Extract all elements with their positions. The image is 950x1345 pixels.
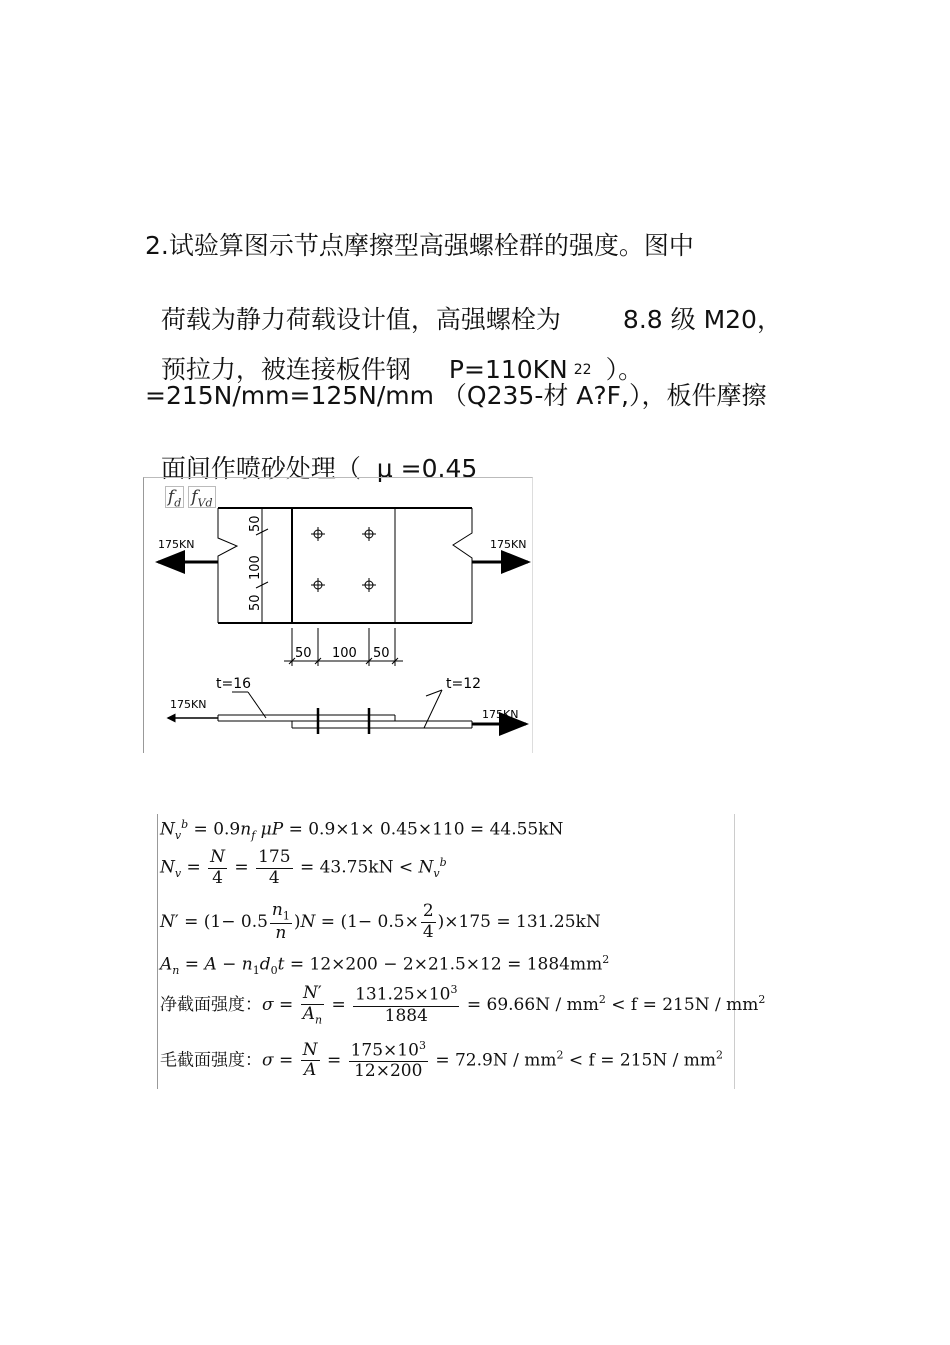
eq-gross-section: 毛截面强度：σ = $\frac{N}{A}$ = $\frac{175\times 10^3}{12\times 200}$ = $72.9N / mm^2 < f = 215N / mm^2$ bbox=[160, 1039, 723, 1082]
dim-horizontal-3: 50 bbox=[373, 646, 390, 661]
problem-line-3-sup: 22 bbox=[573, 362, 592, 378]
eq-net-area: $A_n = A - n_1d_0t = 12\times 200 - 2\times 21.5\times 12 = 1884mm^2$ bbox=[160, 953, 610, 978]
bolt bbox=[311, 578, 325, 592]
dim-horizontal-2: 100 bbox=[332, 646, 357, 661]
problem-line-4: =215N/mm=125N/mm （Q235-材 A?F,），板件摩擦 bbox=[145, 381, 767, 410]
bolt bbox=[362, 527, 376, 541]
fvd-symbol: $f_{Vd}$ bbox=[188, 486, 215, 508]
load-label-left-bottom: 175KN bbox=[170, 698, 207, 711]
eq-bolt-force: $N_v$ = $\frac{N}{4}$ = $\frac{175}{4}$ = $43.75kN < N_v^b$ bbox=[160, 847, 447, 888]
fd-symbol: $f_d$ bbox=[165, 486, 184, 508]
load-label-right-top: 175KN bbox=[490, 538, 527, 551]
side-view bbox=[218, 690, 472, 734]
problem-line-2b: 8.8 级 M20， bbox=[622, 305, 782, 334]
problem-line-1: 2.试验算图示节点摩擦型高强螺栓群的强度。图中 bbox=[145, 231, 694, 260]
dim-vertical-3: 50 bbox=[248, 594, 263, 611]
bolt-group bbox=[311, 527, 376, 592]
problem-line-3b: P=110KN bbox=[448, 355, 568, 384]
problem-line-2a: 荷载为静力荷载设计值，高强螺栓为 bbox=[160, 305, 561, 334]
bolt bbox=[362, 578, 376, 592]
dim-vertical-2: 100 bbox=[248, 555, 263, 580]
thickness-label-right: t=12 bbox=[446, 676, 482, 692]
problem-line-3c: ）。 bbox=[605, 355, 644, 384]
thickness-label-left: t=16 bbox=[216, 676, 252, 692]
dim-horizontal-1: 50 bbox=[295, 646, 312, 661]
eq-net-section: 净截面强度：σ = $\frac{N'}{A_n}$ = $\frac{131.25\times 10^3}{1884}$ = $69.66N / mm^2 < f = 215N / mm^2$ bbox=[160, 983, 766, 1026]
eq-bolt-capacity: $N_v^b = 0.9n_f$ μP = 0.9×1× 0.45×110 = 44.55kN bbox=[160, 818, 564, 843]
joint-drawing bbox=[144, 478, 532, 753]
dim-vertical-1: 50 bbox=[248, 515, 263, 532]
load-label-right-bottom: 175KN bbox=[482, 708, 519, 721]
problem-line-5-text: 面间作喷砂处理（ μ =0.45 bbox=[160, 454, 478, 483]
problem-line-2 bbox=[145, 282, 782, 332]
joint-figure bbox=[143, 477, 533, 753]
calculation-block bbox=[157, 814, 766, 1089]
problem-line-3a: 预拉力，被连接板件钢 bbox=[160, 355, 411, 384]
bolt bbox=[311, 527, 325, 541]
problem-line-3 bbox=[145, 332, 643, 382]
load-label-left-top: 175KN bbox=[158, 538, 195, 551]
eq-net-force: N′ = (1− 0.5 $\frac{n_1}{n}$ )N = (1− 0.5× $\frac{2}{4}$ )×175 = 131.25kN bbox=[160, 900, 601, 944]
